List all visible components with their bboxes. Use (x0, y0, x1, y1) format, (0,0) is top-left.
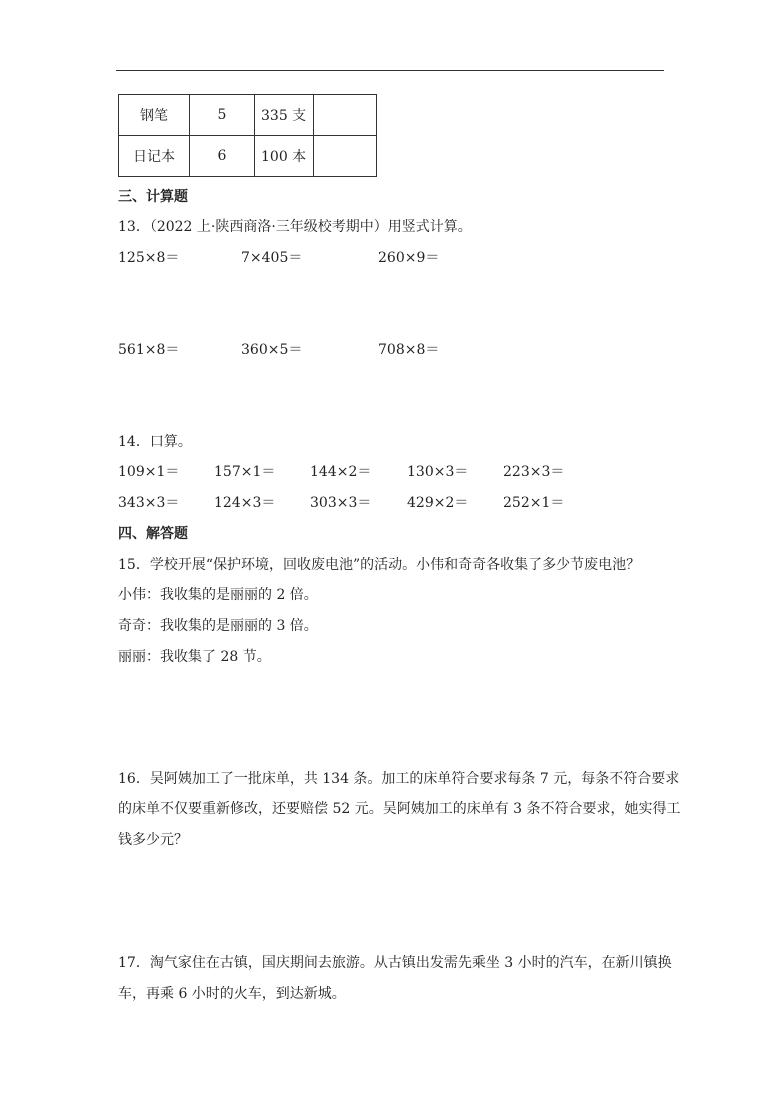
question-15-line: 小伟：我收集的是丽丽的 2 倍。 (118, 587, 318, 603)
question-17-line: 车，再乘 6 小时的火车，到达新城。 (118, 986, 346, 1002)
question-15: 15．学校开展“保护环境，回收废电池”的活动。小伟和奇奇各收集了多少节废电池？ (118, 557, 641, 573)
question-13: 13．（2022 上·陕西商洛·三年级校考期中）用竖式计算。 (118, 219, 472, 235)
table-cell: 335 支 (255, 95, 314, 136)
equation: 561×8＝ (118, 342, 180, 358)
equation: 260×9＝ (378, 250, 440, 266)
equation: 223×3＝ (503, 464, 565, 480)
question-14: 14．口算。 (118, 434, 192, 450)
equation: 130×3＝ (407, 464, 469, 480)
table-cell: 5 (190, 95, 255, 136)
question-17: 17．淘气家住在古镇，国庆期间去旅游。从古镇出发需先乘坐 3 小时的汽车，在新川镇换 (118, 955, 672, 971)
equation: 429×2＝ (407, 495, 469, 511)
section-title-calculation: 三、计算题 (118, 189, 188, 205)
table-cell: 钢笔 (119, 95, 190, 136)
section-title-answers: 四、解答题 (118, 526, 188, 542)
question-15-line: 丽丽：我收集了 28 节。 (118, 649, 271, 665)
equation: 124×3＝ (214, 495, 276, 511)
question-16-line: 钱多少元？ (118, 832, 188, 848)
equation: 303×3＝ (310, 495, 372, 511)
equation: 157×1＝ (214, 464, 276, 480)
table-cell: 6 (190, 136, 255, 177)
equation: 7×405＝ (241, 250, 303, 266)
table-row (119, 136, 377, 177)
table-cell (314, 136, 377, 177)
equation: 708×8＝ (378, 342, 440, 358)
data-table (118, 94, 377, 177)
question-16-line: 的床单不仅要重新修改，还要赔偿 52 元。吴阿姨加工的床单有 3 条不符合要求，她实得工 (118, 801, 681, 817)
table-cell (314, 95, 377, 136)
equation: 144×2＝ (310, 464, 372, 480)
equation: 343×3＝ (118, 495, 180, 511)
equation: 252×1＝ (503, 495, 565, 511)
equation: 125×8＝ (118, 250, 180, 266)
equation: 109×1＝ (118, 464, 180, 480)
header-rule (116, 70, 664, 71)
question-16: 16．吴阿姨加工了一批床单，共 134 条。加工的床单符合要求每条 7 元，每条不符合要求 (118, 771, 680, 787)
table-row (119, 95, 377, 136)
table-cell: 日记本 (119, 136, 190, 177)
question-15-line: 奇奇：我收集的是丽丽的 3 倍。 (118, 618, 318, 634)
table-cell: 100 本 (255, 136, 314, 177)
equation: 360×5＝ (241, 342, 303, 358)
